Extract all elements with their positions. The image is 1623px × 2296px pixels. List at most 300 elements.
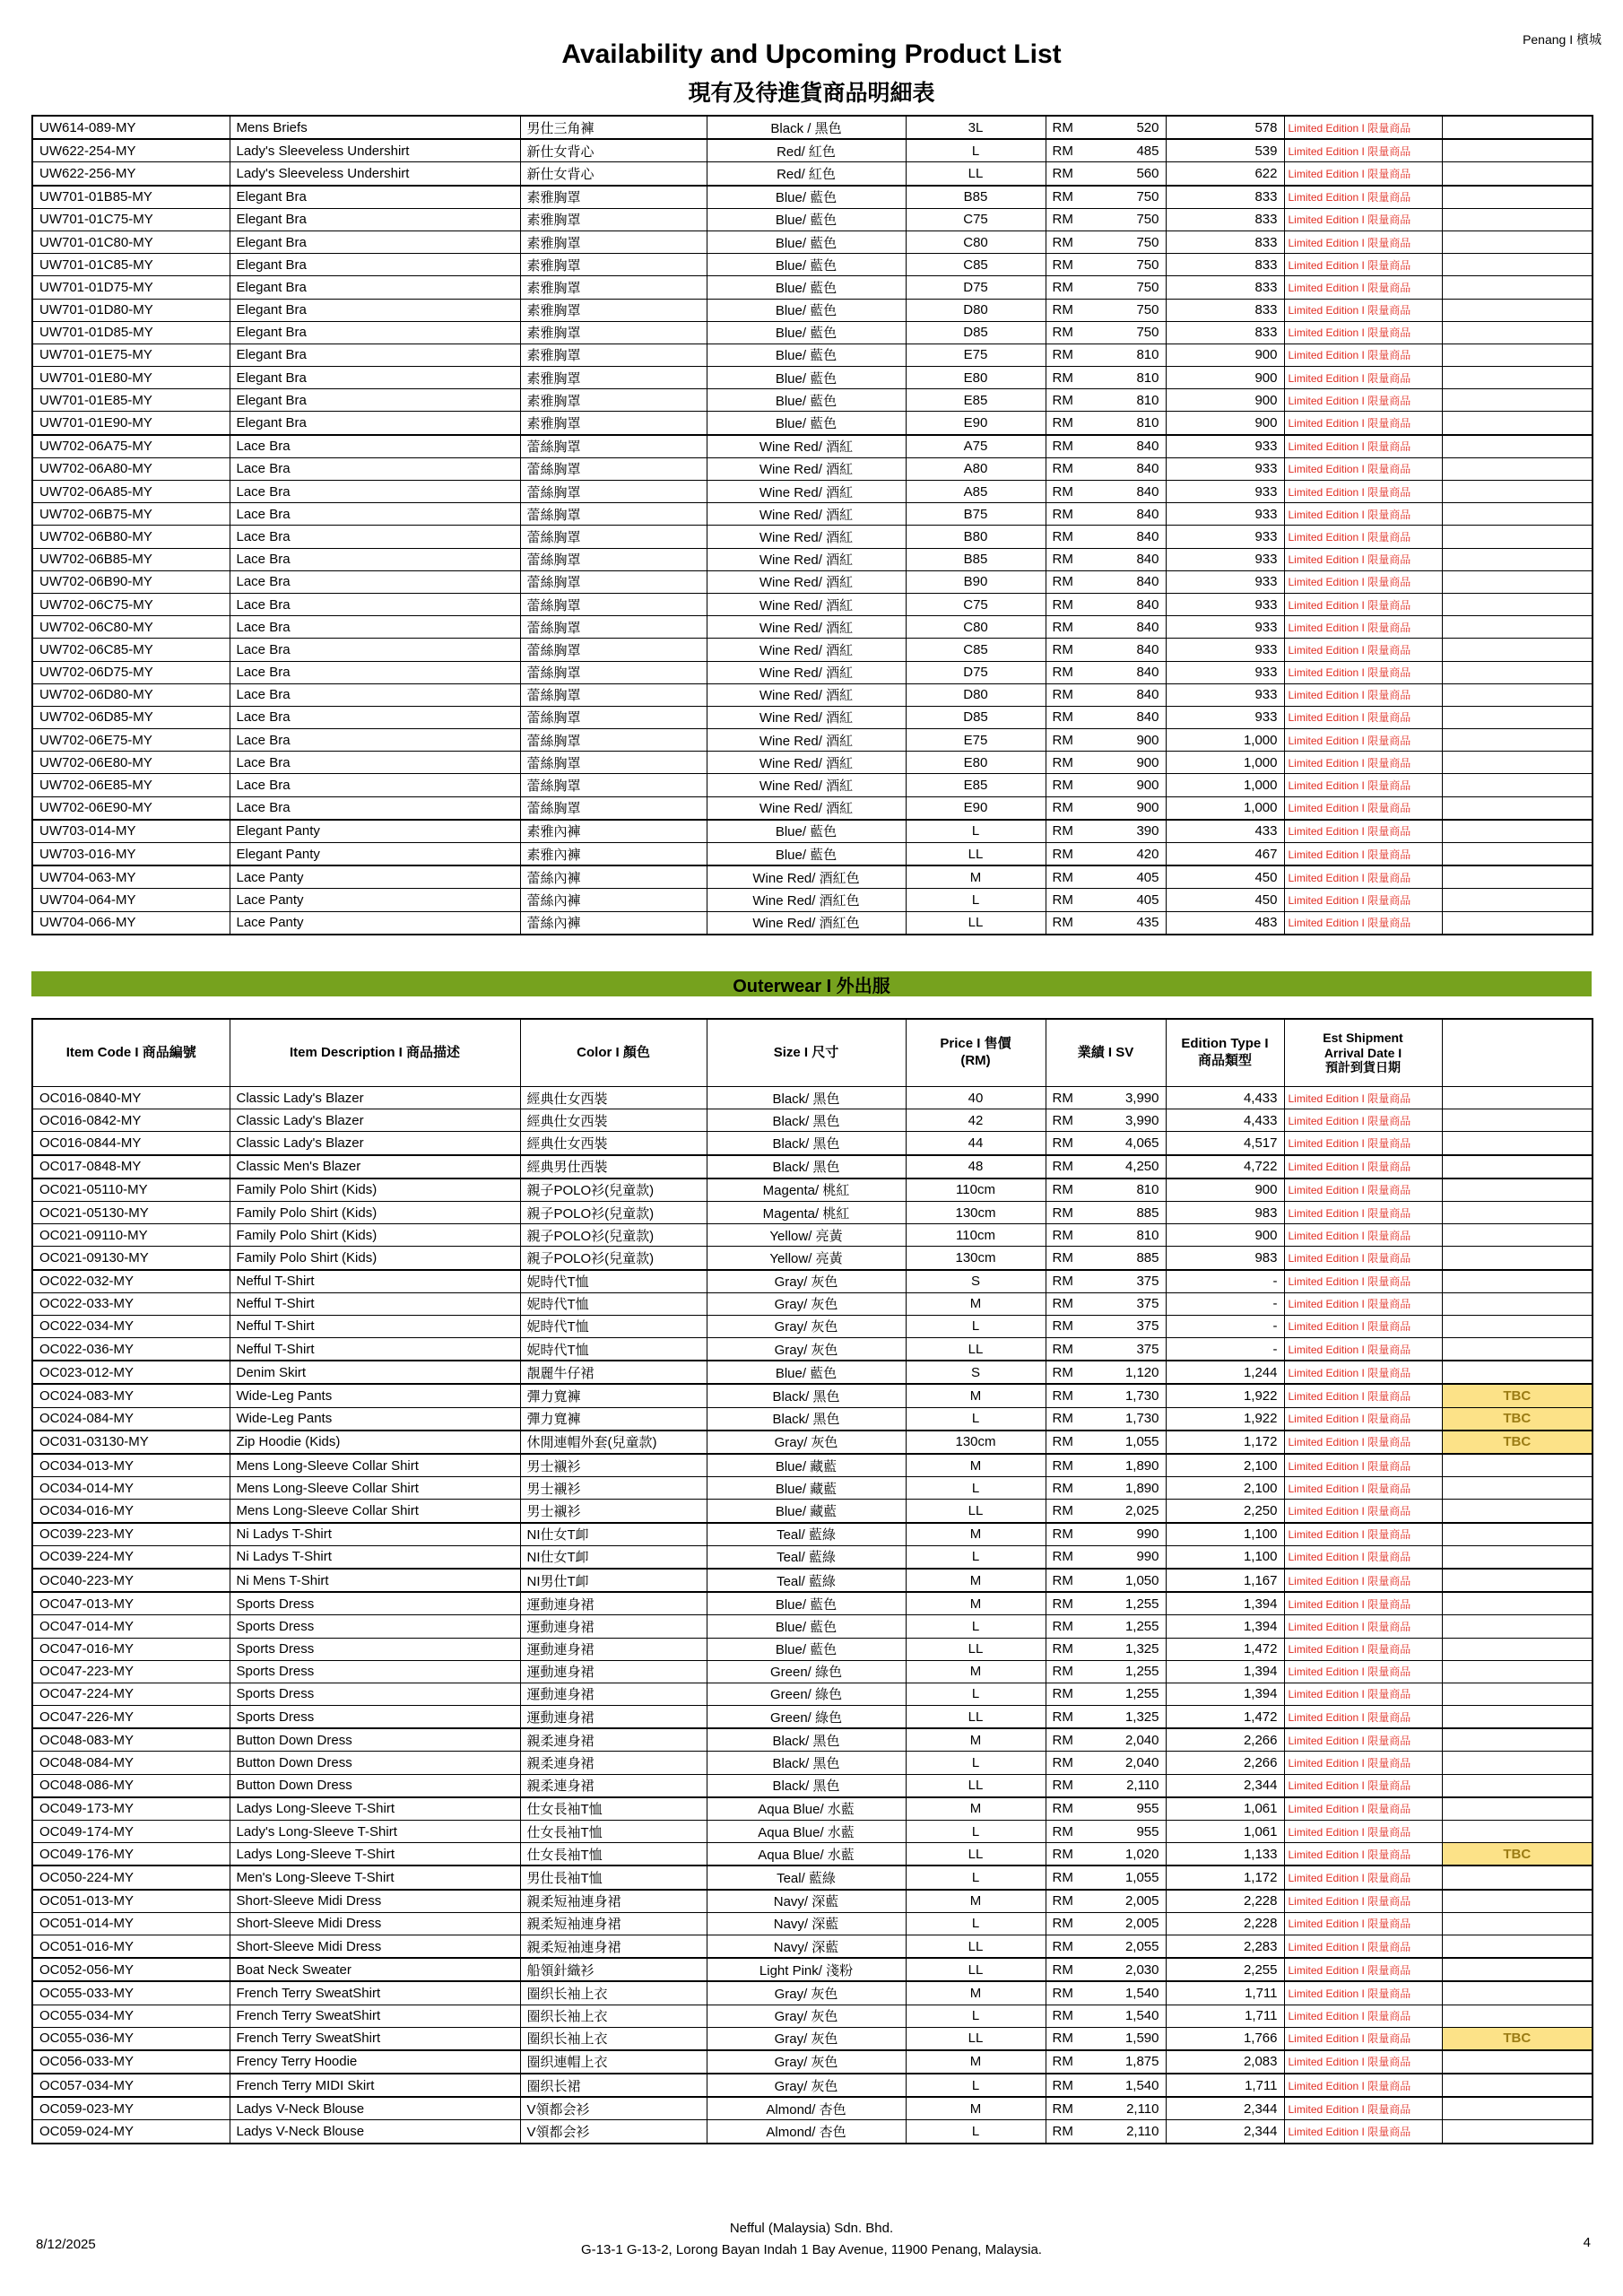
edition-type-label: Limited Edition I 限量商品 bbox=[1284, 1109, 1442, 1132]
color-value: Gray/ 灰色 bbox=[707, 2050, 906, 2074]
table-row bbox=[32, 1201, 1593, 1223]
size-value: B75 bbox=[906, 503, 1046, 526]
sv-value: 833 bbox=[1166, 276, 1284, 299]
price-cell bbox=[1046, 639, 1166, 661]
item-code: UW702-06D85-MY bbox=[32, 706, 230, 728]
color-value: Blue/ 藏藍 bbox=[707, 1500, 906, 1523]
item-code: OC040-223-MY bbox=[32, 1569, 230, 1592]
currency-label: RM bbox=[1052, 392, 1073, 408]
item-code: UW703-014-MY bbox=[32, 820, 230, 843]
table-row bbox=[32, 1247, 1593, 1270]
item-code: UW701-01D75-MY bbox=[32, 276, 230, 299]
edition-type-label: Limited Edition I 限量商品 bbox=[1284, 570, 1442, 593]
item-code: UW701-01E75-MY bbox=[32, 344, 230, 366]
item-code: UW702-06C75-MY bbox=[32, 593, 230, 615]
item-description-zh: 船領針織衫 bbox=[520, 1958, 707, 1981]
price-cell bbox=[1046, 457, 1166, 480]
table-row bbox=[32, 1477, 1593, 1500]
item-description-en: Mens Long-Sleeve Collar Shirt bbox=[230, 1477, 520, 1500]
item-description-en: Lace Bra bbox=[230, 729, 520, 752]
edition-type-label: Limited Edition I 限量商品 bbox=[1284, 457, 1442, 480]
table-row bbox=[32, 367, 1593, 389]
color-value: Gray/ 灰色 bbox=[707, 1338, 906, 1361]
est-arrival-value bbox=[1442, 1683, 1593, 1705]
currency-label: RM bbox=[1052, 574, 1073, 590]
item-description-en: Lace Bra bbox=[230, 548, 520, 570]
size-value: E75 bbox=[906, 729, 1046, 752]
price-cell bbox=[1046, 661, 1166, 683]
price-value: 750 bbox=[1136, 325, 1159, 341]
item-code: UW704-064-MY bbox=[32, 889, 230, 911]
table-row bbox=[32, 683, 1593, 706]
size-value: 3L bbox=[906, 116, 1046, 139]
sv-value: 933 bbox=[1166, 570, 1284, 593]
table-row bbox=[32, 865, 1593, 889]
size-value: L bbox=[906, 1315, 1046, 1337]
currency-label: RM bbox=[1052, 846, 1073, 862]
price-value: 840 bbox=[1136, 439, 1159, 455]
sv-value: 933 bbox=[1166, 457, 1284, 480]
item-description-en: Family Polo Shirt (Kids) bbox=[230, 1201, 520, 1223]
price-value: 2,110 bbox=[1126, 2124, 1159, 2140]
currency-label: RM bbox=[1052, 461, 1073, 477]
edition-type-label: Limited Edition I 限量商品 bbox=[1284, 2027, 1442, 2050]
price-value: 1,055 bbox=[1124, 1869, 1159, 1885]
sv-value: 1,100 bbox=[1166, 1545, 1284, 1569]
item-code: UW702-06E75-MY bbox=[32, 729, 230, 752]
item-code: OC022-033-MY bbox=[32, 1292, 230, 1315]
item-description-en: Lace Bra bbox=[230, 706, 520, 728]
price-cell bbox=[1046, 1523, 1166, 1546]
sv-value: 933 bbox=[1166, 616, 1284, 639]
table-row bbox=[32, 344, 1593, 366]
currency-label: RM bbox=[1052, 754, 1073, 770]
price-cell bbox=[1046, 1843, 1166, 1866]
edition-type-label: Limited Edition I 限量商品 bbox=[1284, 1384, 1442, 1407]
price-value: 955 bbox=[1136, 1801, 1159, 1817]
item-description-zh: 運動連身裙 bbox=[520, 1706, 707, 1729]
price-value: 520 bbox=[1136, 119, 1159, 135]
price-cell bbox=[1046, 1545, 1166, 1569]
page-title: Availability and Upcoming Product List bbox=[561, 39, 1062, 69]
edition-type-label: Limited Edition I 限量商品 bbox=[1284, 616, 1442, 639]
sv-value: 539 bbox=[1166, 139, 1284, 162]
size-value: C85 bbox=[906, 639, 1046, 661]
price-cell bbox=[1046, 1569, 1166, 1592]
currency-label: RM bbox=[1052, 1618, 1073, 1634]
item-description-en: Nefful T-Shirt bbox=[230, 1292, 520, 1315]
est-arrival-value bbox=[1442, 548, 1593, 570]
edition-type-label: Limited Edition I 限量商品 bbox=[1284, 1523, 1442, 1546]
item-description-en: Lace Panty bbox=[230, 865, 520, 889]
item-description-zh: 仕女長袖T恤 bbox=[520, 1797, 707, 1821]
item-code: OC055-036-MY bbox=[32, 2027, 230, 2050]
currency-label: RM bbox=[1052, 1961, 1073, 1978]
sv-value: 1,172 bbox=[1166, 1431, 1284, 1454]
edition-type-label: Limited Edition I 限量商品 bbox=[1284, 481, 1442, 503]
table-row bbox=[32, 1109, 1593, 1132]
price-value: 420 bbox=[1136, 846, 1159, 862]
currency-label: RM bbox=[1052, 370, 1073, 386]
sv-value: - bbox=[1166, 1315, 1284, 1337]
price-cell bbox=[1046, 344, 1166, 366]
sv-value: 833 bbox=[1166, 254, 1284, 276]
sv-value: 622 bbox=[1166, 162, 1284, 186]
table-row bbox=[32, 1728, 1593, 1752]
est-arrival-value bbox=[1442, 1706, 1593, 1729]
edition-type-label: Limited Edition I 限量商品 bbox=[1284, 1774, 1442, 1797]
price-cell bbox=[1046, 1706, 1166, 1729]
price-cell bbox=[1046, 1315, 1166, 1337]
price-value: 840 bbox=[1136, 665, 1159, 681]
size-value: L bbox=[906, 2120, 1046, 2144]
item-code: OC047-014-MY bbox=[32, 1615, 230, 1638]
est-arrival-value bbox=[1442, 344, 1593, 366]
color-value: Blue/ 藍色 bbox=[707, 843, 906, 866]
table-row bbox=[32, 1843, 1593, 1866]
size-value: M bbox=[906, 2097, 1046, 2120]
size-value: M bbox=[906, 1728, 1046, 1752]
est-arrival-value bbox=[1442, 1247, 1593, 1270]
edition-type-label: Limited Edition I 限量商品 bbox=[1284, 1981, 1442, 2005]
sv-value: 467 bbox=[1166, 843, 1284, 866]
currency-label: RM bbox=[1052, 2077, 1073, 2093]
price-cell bbox=[1046, 435, 1166, 458]
price-cell bbox=[1046, 1866, 1166, 1889]
price-cell bbox=[1046, 162, 1166, 186]
size-value: M bbox=[906, 1384, 1046, 1407]
edition-type-label: Limited Edition I 限量商品 bbox=[1284, 1224, 1442, 1247]
price-cell bbox=[1046, 774, 1166, 796]
est-arrival-value bbox=[1442, 639, 1593, 661]
price-cell bbox=[1046, 1270, 1166, 1293]
column-header-est-arrival bbox=[1284, 1019, 1442, 1087]
item-description-zh: 素雅胸罩 bbox=[520, 412, 707, 435]
currency-label: RM bbox=[1052, 1434, 1073, 1450]
item-code: OC059-024-MY bbox=[32, 2120, 230, 2144]
color-value: Gray/ 灰色 bbox=[707, 1292, 906, 1315]
est-arrival-value bbox=[1442, 276, 1593, 299]
price-value: 3,990 bbox=[1124, 1112, 1159, 1128]
sv-value: 2,344 bbox=[1166, 2120, 1284, 2144]
price-cell bbox=[1046, 1592, 1166, 1615]
item-description-en: Mens Briefs bbox=[230, 116, 520, 139]
size-value: M bbox=[906, 1660, 1046, 1683]
table-row bbox=[32, 139, 1593, 162]
price-cell bbox=[1046, 389, 1166, 412]
table-row bbox=[32, 1981, 1593, 2005]
item-description-zh: 男士襯衫 bbox=[520, 1500, 707, 1523]
price-value: 2,055 bbox=[1124, 1938, 1159, 1954]
size-value: LL bbox=[906, 1638, 1046, 1660]
item-description-en: Elegant Bra bbox=[230, 344, 520, 366]
edition-type-label: Limited Edition I 限量商品 bbox=[1284, 796, 1442, 820]
color-value: Blue/ 藍色 bbox=[707, 1592, 906, 1615]
edition-type-label: Limited Edition I 限量商品 bbox=[1284, 254, 1442, 276]
item-description-zh: 休閒連帽外套(兒童款) bbox=[520, 1431, 707, 1454]
sv-value: 1,472 bbox=[1166, 1706, 1284, 1729]
sv-value: 2,100 bbox=[1166, 1454, 1284, 1477]
underwear-table bbox=[31, 115, 1593, 935]
table-row bbox=[32, 2120, 1593, 2144]
est-arrival-value bbox=[1442, 389, 1593, 412]
price-value: 810 bbox=[1136, 1227, 1159, 1243]
price-cell bbox=[1046, 299, 1166, 321]
item-code: OC047-223-MY bbox=[32, 1660, 230, 1683]
currency-label: RM bbox=[1052, 302, 1073, 318]
price-value: 840 bbox=[1136, 506, 1159, 522]
item-description-en: French Terry SweatShirt bbox=[230, 1981, 520, 2005]
print-date: 8/12/2025 bbox=[36, 2237, 96, 2252]
currency-label: RM bbox=[1052, 1709, 1073, 1725]
table-row bbox=[32, 1615, 1593, 1638]
currency-label: RM bbox=[1052, 1938, 1073, 1954]
currency-label: RM bbox=[1052, 732, 1073, 748]
sv-value: 2,228 bbox=[1166, 1912, 1284, 1935]
edition-type-label: Limited Edition I 限量商品 bbox=[1284, 1638, 1442, 1660]
item-code: UW702-06A75-MY bbox=[32, 435, 230, 458]
edition-type-label: Limited Edition I 限量商品 bbox=[1284, 683, 1442, 706]
item-description-zh: NI仕女T卹 bbox=[520, 1545, 707, 1569]
table-row bbox=[32, 570, 1593, 593]
item-description-en: Button Down Dress bbox=[230, 1728, 520, 1752]
item-description-zh: 素雅胸罩 bbox=[520, 208, 707, 230]
table-row bbox=[32, 503, 1593, 526]
item-description-en: Button Down Dress bbox=[230, 1774, 520, 1797]
currency-label: RM bbox=[1052, 1801, 1073, 1817]
color-value: Wine Red/ 酒紅 bbox=[707, 435, 906, 458]
item-code: UW701-01D80-MY bbox=[32, 299, 230, 321]
color-value: Blue/ 藍色 bbox=[707, 254, 906, 276]
est-arrival-value bbox=[1442, 139, 1593, 162]
edition-type-label: Limited Edition I 限量商品 bbox=[1284, 1935, 1442, 1958]
table-row bbox=[32, 1361, 1593, 1384]
size-value: LL bbox=[906, 2027, 1046, 2050]
est-arrival-value bbox=[1442, 2050, 1593, 2074]
table-row bbox=[32, 1890, 1593, 1913]
sv-value: 933 bbox=[1166, 481, 1284, 503]
item-description-zh: 經典仕女西裝 bbox=[520, 1109, 707, 1132]
est-arrival-value: TBC bbox=[1442, 1384, 1593, 1407]
price-cell bbox=[1046, 1981, 1166, 2005]
price-cell bbox=[1046, 1477, 1166, 1500]
price-value: 1,325 bbox=[1124, 1641, 1159, 1657]
est-arrival-value bbox=[1442, 1338, 1593, 1361]
item-description-zh: 蕾絲胸罩 bbox=[520, 683, 707, 706]
est-arrival-value bbox=[1442, 1981, 1593, 2005]
table-row bbox=[32, 2050, 1593, 2074]
est-arrival-value bbox=[1442, 1292, 1593, 1315]
price-value: 3,990 bbox=[1124, 1090, 1159, 1106]
item-code: UW703-016-MY bbox=[32, 843, 230, 866]
table-row bbox=[32, 2027, 1593, 2050]
table-row bbox=[32, 2097, 1593, 2120]
edition-type-label: Limited Edition I 限量商品 bbox=[1284, 2097, 1442, 2120]
price-value: 840 bbox=[1136, 574, 1159, 590]
edition-type-label: Limited Edition I 限量商品 bbox=[1284, 729, 1442, 752]
price-value: 375 bbox=[1136, 1296, 1159, 1312]
table-row bbox=[32, 1431, 1593, 1454]
price-cell bbox=[1046, 1935, 1166, 1958]
price-cell bbox=[1046, 1407, 1166, 1431]
price-value: 750 bbox=[1136, 279, 1159, 295]
item-description-zh: 蕾絲胸罩 bbox=[520, 729, 707, 752]
price-value: 1,540 bbox=[1124, 1985, 1159, 2001]
currency-label: RM bbox=[1052, 1893, 1073, 1909]
sv-value: 4,722 bbox=[1166, 1155, 1284, 1178]
item-description-en: Ni Ladys T-Shirt bbox=[230, 1545, 520, 1569]
item-description-zh: 經典仕女西裝 bbox=[520, 1132, 707, 1155]
item-description-en: Lace Bra bbox=[230, 683, 520, 706]
table-row bbox=[32, 1706, 1593, 1729]
size-value: 48 bbox=[906, 1155, 1046, 1178]
currency-label: RM bbox=[1052, 1732, 1073, 1748]
item-description-zh: 圈织长袖上衣 bbox=[520, 2027, 707, 2050]
est-arrival-value bbox=[1442, 1821, 1593, 1843]
item-description-zh: 圈织长裙 bbox=[520, 2074, 707, 2097]
est-arrival-value bbox=[1442, 911, 1593, 935]
edition-type-label: Limited Edition I 限量商品 bbox=[1284, 1338, 1442, 1361]
item-description-zh: 蕾絲胸罩 bbox=[520, 616, 707, 639]
size-value: C80 bbox=[906, 616, 1046, 639]
size-value: L bbox=[906, 1821, 1046, 1843]
item-description-en: Elegant Bra bbox=[230, 276, 520, 299]
price-cell bbox=[1046, 1338, 1166, 1361]
price-value: 840 bbox=[1136, 552, 1159, 568]
table-row bbox=[32, 1660, 1593, 1683]
sv-value: 1,922 bbox=[1166, 1407, 1284, 1431]
sv-value: 983 bbox=[1166, 1247, 1284, 1270]
item-description-en: Ni Ladys T-Shirt bbox=[230, 1523, 520, 1546]
color-value: Black/ 黑色 bbox=[707, 1407, 906, 1431]
sv-value: 1,394 bbox=[1166, 1592, 1284, 1615]
color-value: Blue/ 藍色 bbox=[707, 299, 906, 321]
size-value: M bbox=[906, 865, 1046, 889]
sv-value: 2,344 bbox=[1166, 2097, 1284, 2120]
item-code: OC049-174-MY bbox=[32, 1821, 230, 1843]
edition-type-label: Limited Edition I 限量商品 bbox=[1284, 639, 1442, 661]
color-value: Wine Red/ 酒紅 bbox=[707, 616, 906, 639]
currency-label: RM bbox=[1052, 1526, 1073, 1543]
color-value: Gray/ 灰色 bbox=[707, 2074, 906, 2097]
price-value: 1,255 bbox=[1124, 1596, 1159, 1612]
price-value: 1,590 bbox=[1124, 2031, 1159, 2047]
size-value: A85 bbox=[906, 481, 1046, 503]
item-description-en: Ni Mens T-Shirt bbox=[230, 1569, 520, 1592]
edition-type-label: Limited Edition I 限量商品 bbox=[1284, 116, 1442, 139]
item-code: OC048-086-MY bbox=[32, 1774, 230, 1797]
edition-type-label: Limited Edition I 限量商品 bbox=[1284, 1132, 1442, 1155]
sv-value: 1,711 bbox=[1166, 2074, 1284, 2097]
currency-label: RM bbox=[1052, 1227, 1073, 1243]
item-description-zh: 運動連身裙 bbox=[520, 1683, 707, 1705]
table-row bbox=[32, 1384, 1593, 1407]
item-code: UW701-01E85-MY bbox=[32, 389, 230, 412]
table-row bbox=[32, 1178, 1593, 1202]
color-value: Teal/ 藍綠 bbox=[707, 1569, 906, 1592]
item-code: UW622-256-MY bbox=[32, 162, 230, 186]
est-arrival-value bbox=[1442, 729, 1593, 752]
sv-value: 1,100 bbox=[1166, 1523, 1284, 1546]
price-cell bbox=[1046, 729, 1166, 752]
price-value: 1,325 bbox=[1124, 1709, 1159, 1725]
table-row bbox=[32, 526, 1593, 548]
est-arrival-value bbox=[1442, 526, 1593, 548]
currency-label: RM bbox=[1052, 619, 1073, 635]
item-description-zh: 蕾絲胸罩 bbox=[520, 774, 707, 796]
edition-type-label: Limited Edition I 限量商品 bbox=[1284, 1683, 1442, 1705]
size-value: LL bbox=[906, 843, 1046, 866]
color-value: Wine Red/ 酒紅 bbox=[707, 503, 906, 526]
est-arrival-value bbox=[1442, 796, 1593, 820]
est-arrival-value bbox=[1442, 230, 1593, 253]
edition-type-label: Limited Edition I 限量商品 bbox=[1284, 774, 1442, 796]
size-value: M bbox=[906, 1523, 1046, 1546]
item-description-en: Nefful T-Shirt bbox=[230, 1338, 520, 1361]
size-value: D75 bbox=[906, 661, 1046, 683]
sv-value: 1,172 bbox=[1166, 1866, 1284, 1889]
item-description-en: Sports Dress bbox=[230, 1683, 520, 1705]
table-row bbox=[32, 1958, 1593, 1981]
item-code: OC055-034-MY bbox=[32, 2005, 230, 2027]
currency-label: RM bbox=[1052, 778, 1073, 794]
est-arrival-value bbox=[1442, 1477, 1593, 1500]
price-value: 810 bbox=[1136, 1182, 1159, 1198]
item-code: OC047-013-MY bbox=[32, 1592, 230, 1615]
sv-value: 833 bbox=[1166, 321, 1284, 344]
item-description-en: Lace Bra bbox=[230, 593, 520, 615]
price-cell bbox=[1046, 139, 1166, 162]
table-row bbox=[32, 1454, 1593, 1477]
size-value: 40 bbox=[906, 1087, 1046, 1109]
edition-type-label: Limited Edition I 限量商品 bbox=[1284, 843, 1442, 866]
item-description-en: Lady's Sleeveless Undershirt bbox=[230, 139, 520, 162]
table-row bbox=[32, 1569, 1593, 1592]
item-description-en: Mens Long-Sleeve Collar Shirt bbox=[230, 1500, 520, 1523]
currency-label: RM bbox=[1052, 234, 1073, 250]
item-description-en: Lace Bra bbox=[230, 457, 520, 480]
item-code: OC047-226-MY bbox=[32, 1706, 230, 1729]
est-arrival-value bbox=[1442, 2097, 1593, 2120]
table-row bbox=[32, 1315, 1593, 1337]
item-code: UW702-06E85-MY bbox=[32, 774, 230, 796]
item-description-en: Men's Long-Sleeve T-Shirt bbox=[230, 1866, 520, 1889]
edition-type-label: Limited Edition I 限量商品 bbox=[1284, 1728, 1442, 1752]
column-header-edition-line1: Edition Type I bbox=[1181, 1036, 1269, 1052]
item-description-en: Ladys V-Neck Blouse bbox=[230, 2097, 520, 2120]
table-row bbox=[32, 299, 1593, 321]
color-value: Blue/ 藍色 bbox=[707, 367, 906, 389]
table-row bbox=[32, 1866, 1593, 1889]
item-description-en: Mens Long-Sleeve Collar Shirt bbox=[230, 1454, 520, 1477]
size-value: LL bbox=[906, 1338, 1046, 1361]
item-description-zh: 親子POLO衫(兒童款) bbox=[520, 1247, 707, 1270]
item-description-zh: 妮時代T恤 bbox=[520, 1270, 707, 1293]
currency-label: RM bbox=[1052, 709, 1073, 726]
item-description-zh: 新仕女背心 bbox=[520, 162, 707, 186]
item-description-zh: 運動連身裙 bbox=[520, 1638, 707, 1660]
price-value: 375 bbox=[1136, 1341, 1159, 1357]
edition-type-label: Limited Edition I 限量商品 bbox=[1284, 548, 1442, 570]
column-header-sv: 業績 I SV bbox=[1046, 1019, 1166, 1087]
item-code: OC024-083-MY bbox=[32, 1384, 230, 1407]
est-arrival-value bbox=[1442, 1155, 1593, 1178]
table-row bbox=[32, 639, 1593, 661]
est-arrival-value bbox=[1442, 1569, 1593, 1592]
column-header-item-code: Item Code I 商品編號 bbox=[32, 1019, 230, 1087]
edition-type-label: Limited Edition I 限量商品 bbox=[1284, 1407, 1442, 1431]
item-code: UW701-01C75-MY bbox=[32, 208, 230, 230]
